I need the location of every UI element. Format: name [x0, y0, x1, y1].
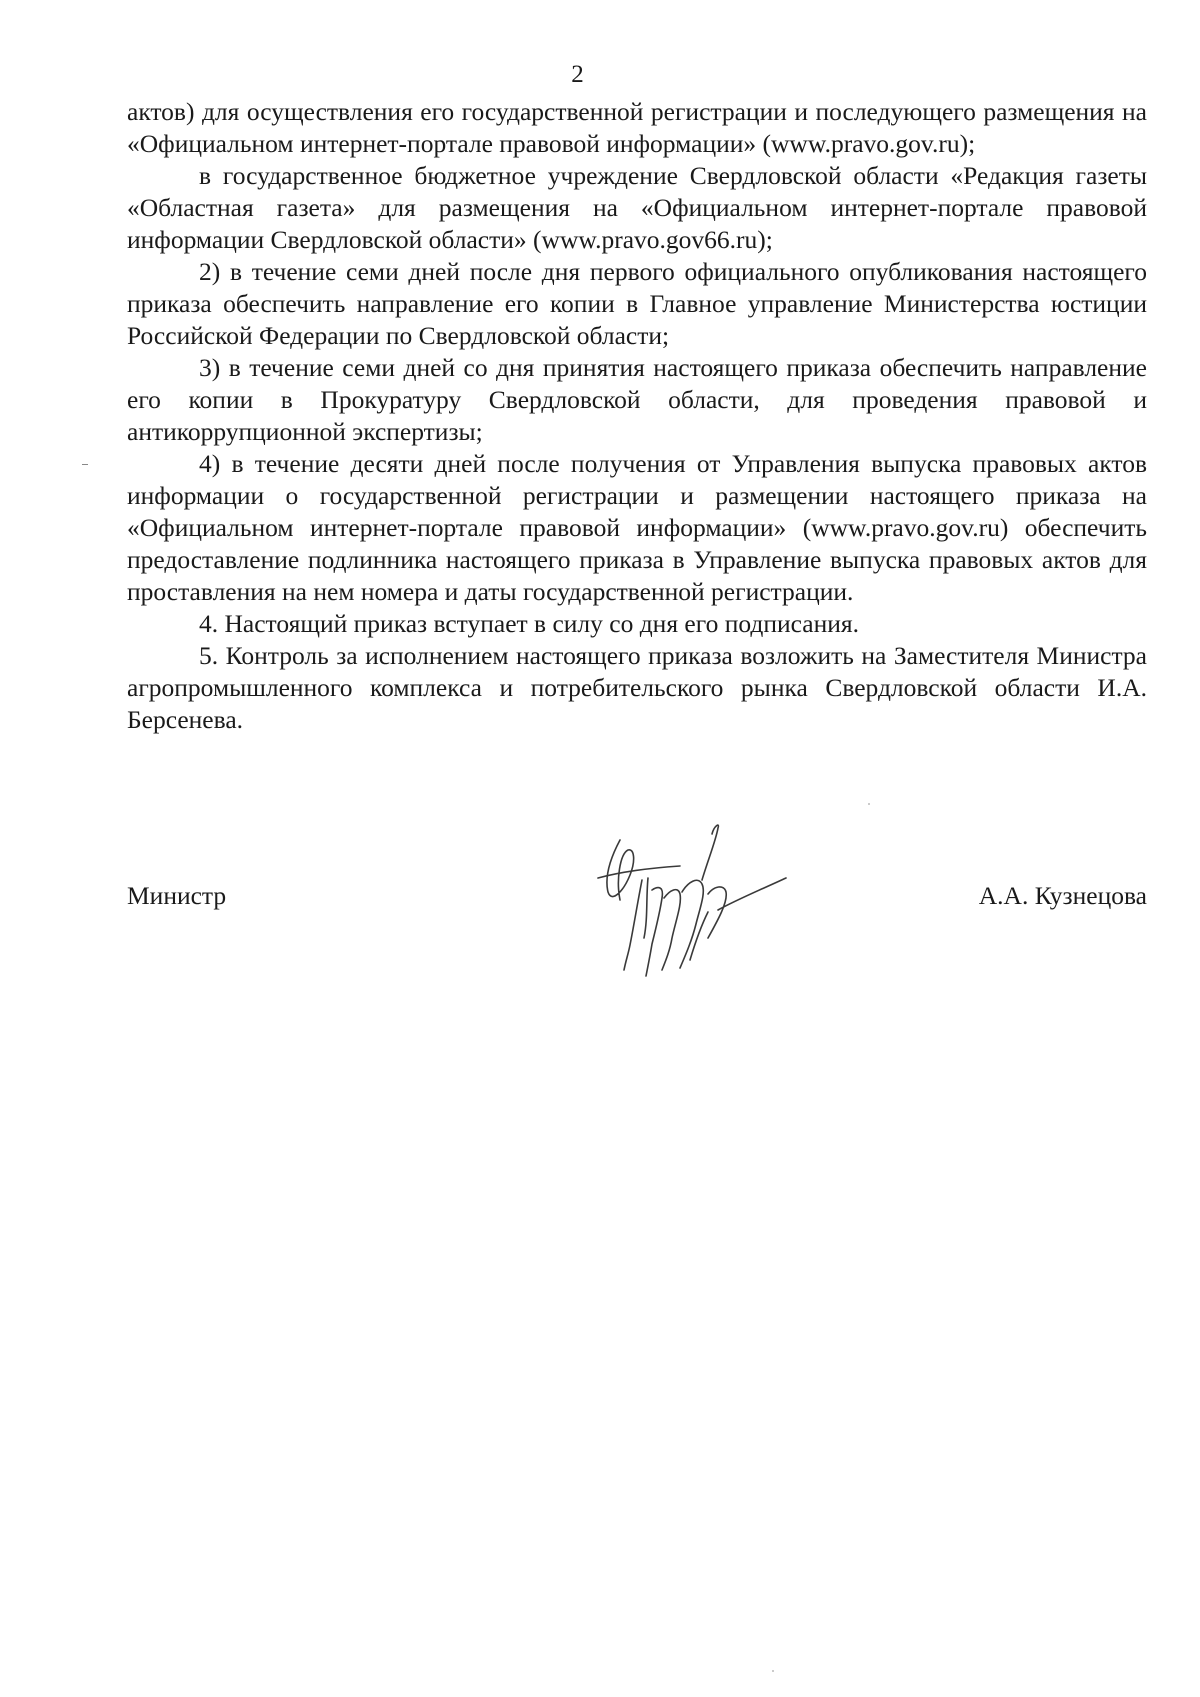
paragraph: актов) для осуществления его государственной регистрации и последующего размещения на «Официальном интернет-портале правовой информации» (www.pravo.gov.ru); — [127, 97, 1147, 158]
handwritten-signature — [590, 820, 820, 990]
page-number: 2 — [571, 61, 584, 88]
paragraph: в государственное бюджетное учреждение Свердловской области «Редакция газеты «Областная газета» для размещения на «Официальном интернет-портале правовой информации Свердловской области» (www.pravo.gov66.ru); — [127, 161, 1147, 254]
paragraph: 2) в течение семи дней после дня первого официального опубликования настоящего приказа обеспечить направление его копии в Главное управление Министерства юстиции Российской Федерации по Свердловской области; — [127, 257, 1147, 350]
paragraph: 4) в течение десяти дней после получения от Управления выпуска правовых актов информации о государственной регистрации и размещении настоящего приказа на «Официальном интернет-портале правовой информации» (www.pravo.gov.ru) обеспечить предоставление подлинника настоящего приказа в Управление выпуска правовых актов для проставления на нем номера и даты государственной регистрации. — [127, 449, 1147, 606]
scan-speck — [868, 803, 870, 805]
scan-speck — [772, 1670, 774, 1672]
paragraph: 5. Контроль за исполнением настоящего приказа возложить на Заместителя Министра агропромышленного комплекса и потребительского рынка Свердловской области И.А. Берсенева. — [127, 641, 1147, 734]
paragraph: 3) в течение семи дней со дня принятия настоящего приказа обеспечить направление его копии в Прокуратуру Свердловской области, для проведения правовой и антикоррупционной экспертизы; — [127, 353, 1147, 446]
paragraph: 4. Настоящий приказ вступает в силу со дня его подписания. — [199, 609, 859, 638]
signatory-title: Министр — [127, 881, 227, 910]
signatory-name: А.А. Кузнецова — [978, 881, 1147, 910]
scan-margin-mark — [82, 464, 88, 465]
document-body — [127, 96, 1147, 736]
